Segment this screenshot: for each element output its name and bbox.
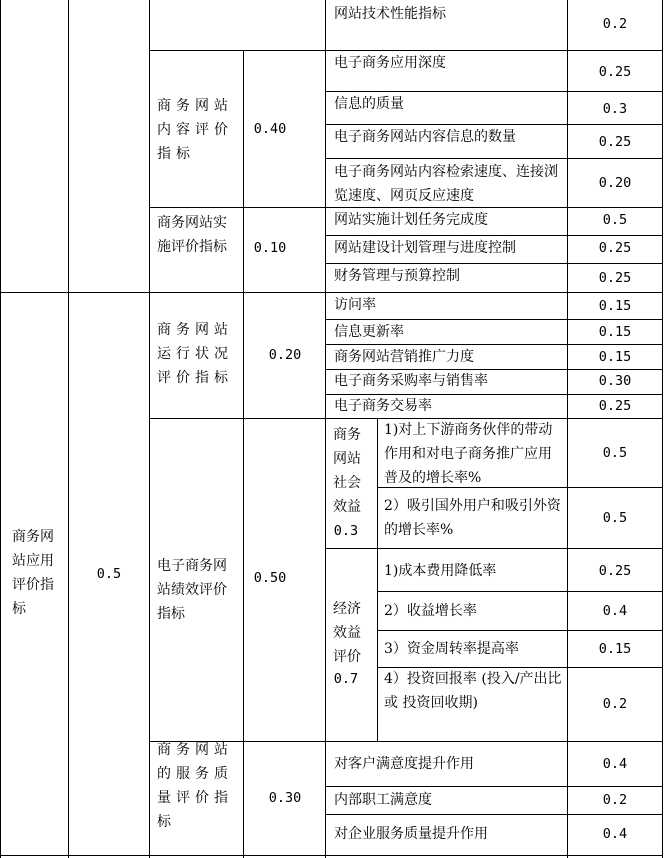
table-border-bottom: [0, 855, 663, 856]
item-label: 访问率: [334, 297, 376, 313]
top-index-weight: 0.5: [96, 566, 122, 582]
item-label: 信息更新率: [334, 324, 404, 340]
item-weight: 0.5: [602, 510, 628, 526]
item-label: 网站技术性能指标: [334, 6, 446, 22]
column-divider: [377, 418, 378, 741]
item-label: 内部职工满意度: [334, 792, 432, 808]
item-weight: 0.25: [598, 563, 632, 579]
item-weight: 0.5: [602, 445, 628, 461]
item-weight: 0.25: [598, 64, 632, 80]
item-label: 2）收益增长率: [384, 603, 477, 619]
sub-index-weight: 0.30: [268, 790, 302, 806]
subgroup-weight: 0.7: [333, 671, 359, 687]
item-weight: 0.25: [598, 240, 632, 256]
column-divider: [567, 0, 568, 858]
table-border-right: [662, 0, 663, 858]
row-divider: [377, 630, 663, 631]
item-weight: 0.15: [598, 349, 632, 365]
sub-index-weight: 0.20: [268, 347, 302, 363]
row-divider: [325, 814, 663, 815]
item-label: 电子商务交易率: [334, 398, 432, 414]
sub-index-name: 商务网站实施评价指标: [157, 215, 227, 255]
item-weight: 0.25: [598, 270, 632, 286]
sub-index-weight: 0.10: [253, 240, 287, 256]
item-label: 电子商务网站内容信息的数量: [334, 129, 516, 145]
row-divider: [377, 591, 663, 592]
item-weight: 0.3: [602, 101, 628, 117]
item-label: 1)对上下游商务伙伴的带动作用和对电子商务推广应用普及的增长率%: [384, 422, 553, 486]
sub-index-name: 商务网站的服务质量评价指标: [157, 742, 233, 830]
subgroup-weight: 0.3: [333, 523, 359, 539]
item-weight: 0.2: [602, 16, 628, 32]
section-divider: [0, 292, 663, 293]
row-divider: [325, 548, 663, 549]
item-label: 3）资金周转率提高率: [384, 641, 519, 657]
sub-index-name: 商务网站内容评价指标: [157, 98, 233, 162]
item-label: 对客户满意度提升作用: [334, 756, 474, 772]
item-label: 信息的质量: [334, 96, 404, 112]
item-weight: 0.4: [602, 603, 628, 619]
row-divider: [325, 158, 663, 159]
item-label: 电子商务采购率与销售率: [334, 373, 488, 389]
item-weight: 0.25: [598, 398, 632, 414]
sub-index-name: 电子商务网站绩效评价指标: [157, 558, 227, 622]
column-divider: [243, 50, 244, 292]
sub-index-weight: 0.40: [253, 121, 287, 137]
item-label: 电子商务网站内容检索速度、连接浏览速度、网页反应速度: [334, 164, 558, 204]
item-weight: 0.2: [602, 792, 628, 808]
item-label: 商务网站营销推广力度: [334, 349, 474, 365]
item-label: 2）吸引国外用户和吸引外资的增长率%: [384, 498, 561, 538]
item-label: 对企业服务质量提升作用: [334, 826, 488, 842]
item-weight: 0.20: [598, 175, 632, 191]
subgroup-name: 经济效益评价: [333, 601, 361, 665]
item-label: 财务管理与预算控制: [334, 268, 460, 284]
row-divider: [325, 786, 663, 787]
subgroup-name: 商务网站社会效益: [333, 427, 361, 515]
item-label: 1)成本费用降低率: [384, 563, 497, 579]
item-weight: 0.25: [598, 134, 632, 150]
top-index-name: 商务网站应用评价指标: [12, 529, 54, 617]
item-weight: 0.15: [598, 324, 632, 340]
column-divider: [325, 0, 326, 858]
item-label: 网站建设计划管理与进度控制: [334, 240, 516, 256]
sub-index-name: 商务网站运行状况评价指标: [157, 322, 233, 386]
column-divider: [149, 0, 150, 858]
item-weight: 0.15: [598, 298, 632, 314]
item-label: 网站实施计划任务完成度: [334, 212, 488, 228]
column-divider: [68, 0, 69, 858]
item-weight: 0.4: [602, 826, 628, 842]
item-weight: 0.5: [602, 212, 628, 228]
item-weight: 0.15: [598, 641, 632, 657]
item-label: 电子商务应用深度: [334, 55, 446, 71]
item-label: 4）投资回报率 (投入/产出比或 投资回收期): [384, 671, 562, 711]
item-weight: 0.30: [598, 373, 632, 389]
table-border-left: [0, 0, 1, 858]
item-weight: 0.2: [602, 696, 628, 712]
sub-index-weight: 0.50: [253, 570, 287, 586]
item-weight: 0.4: [602, 756, 628, 772]
